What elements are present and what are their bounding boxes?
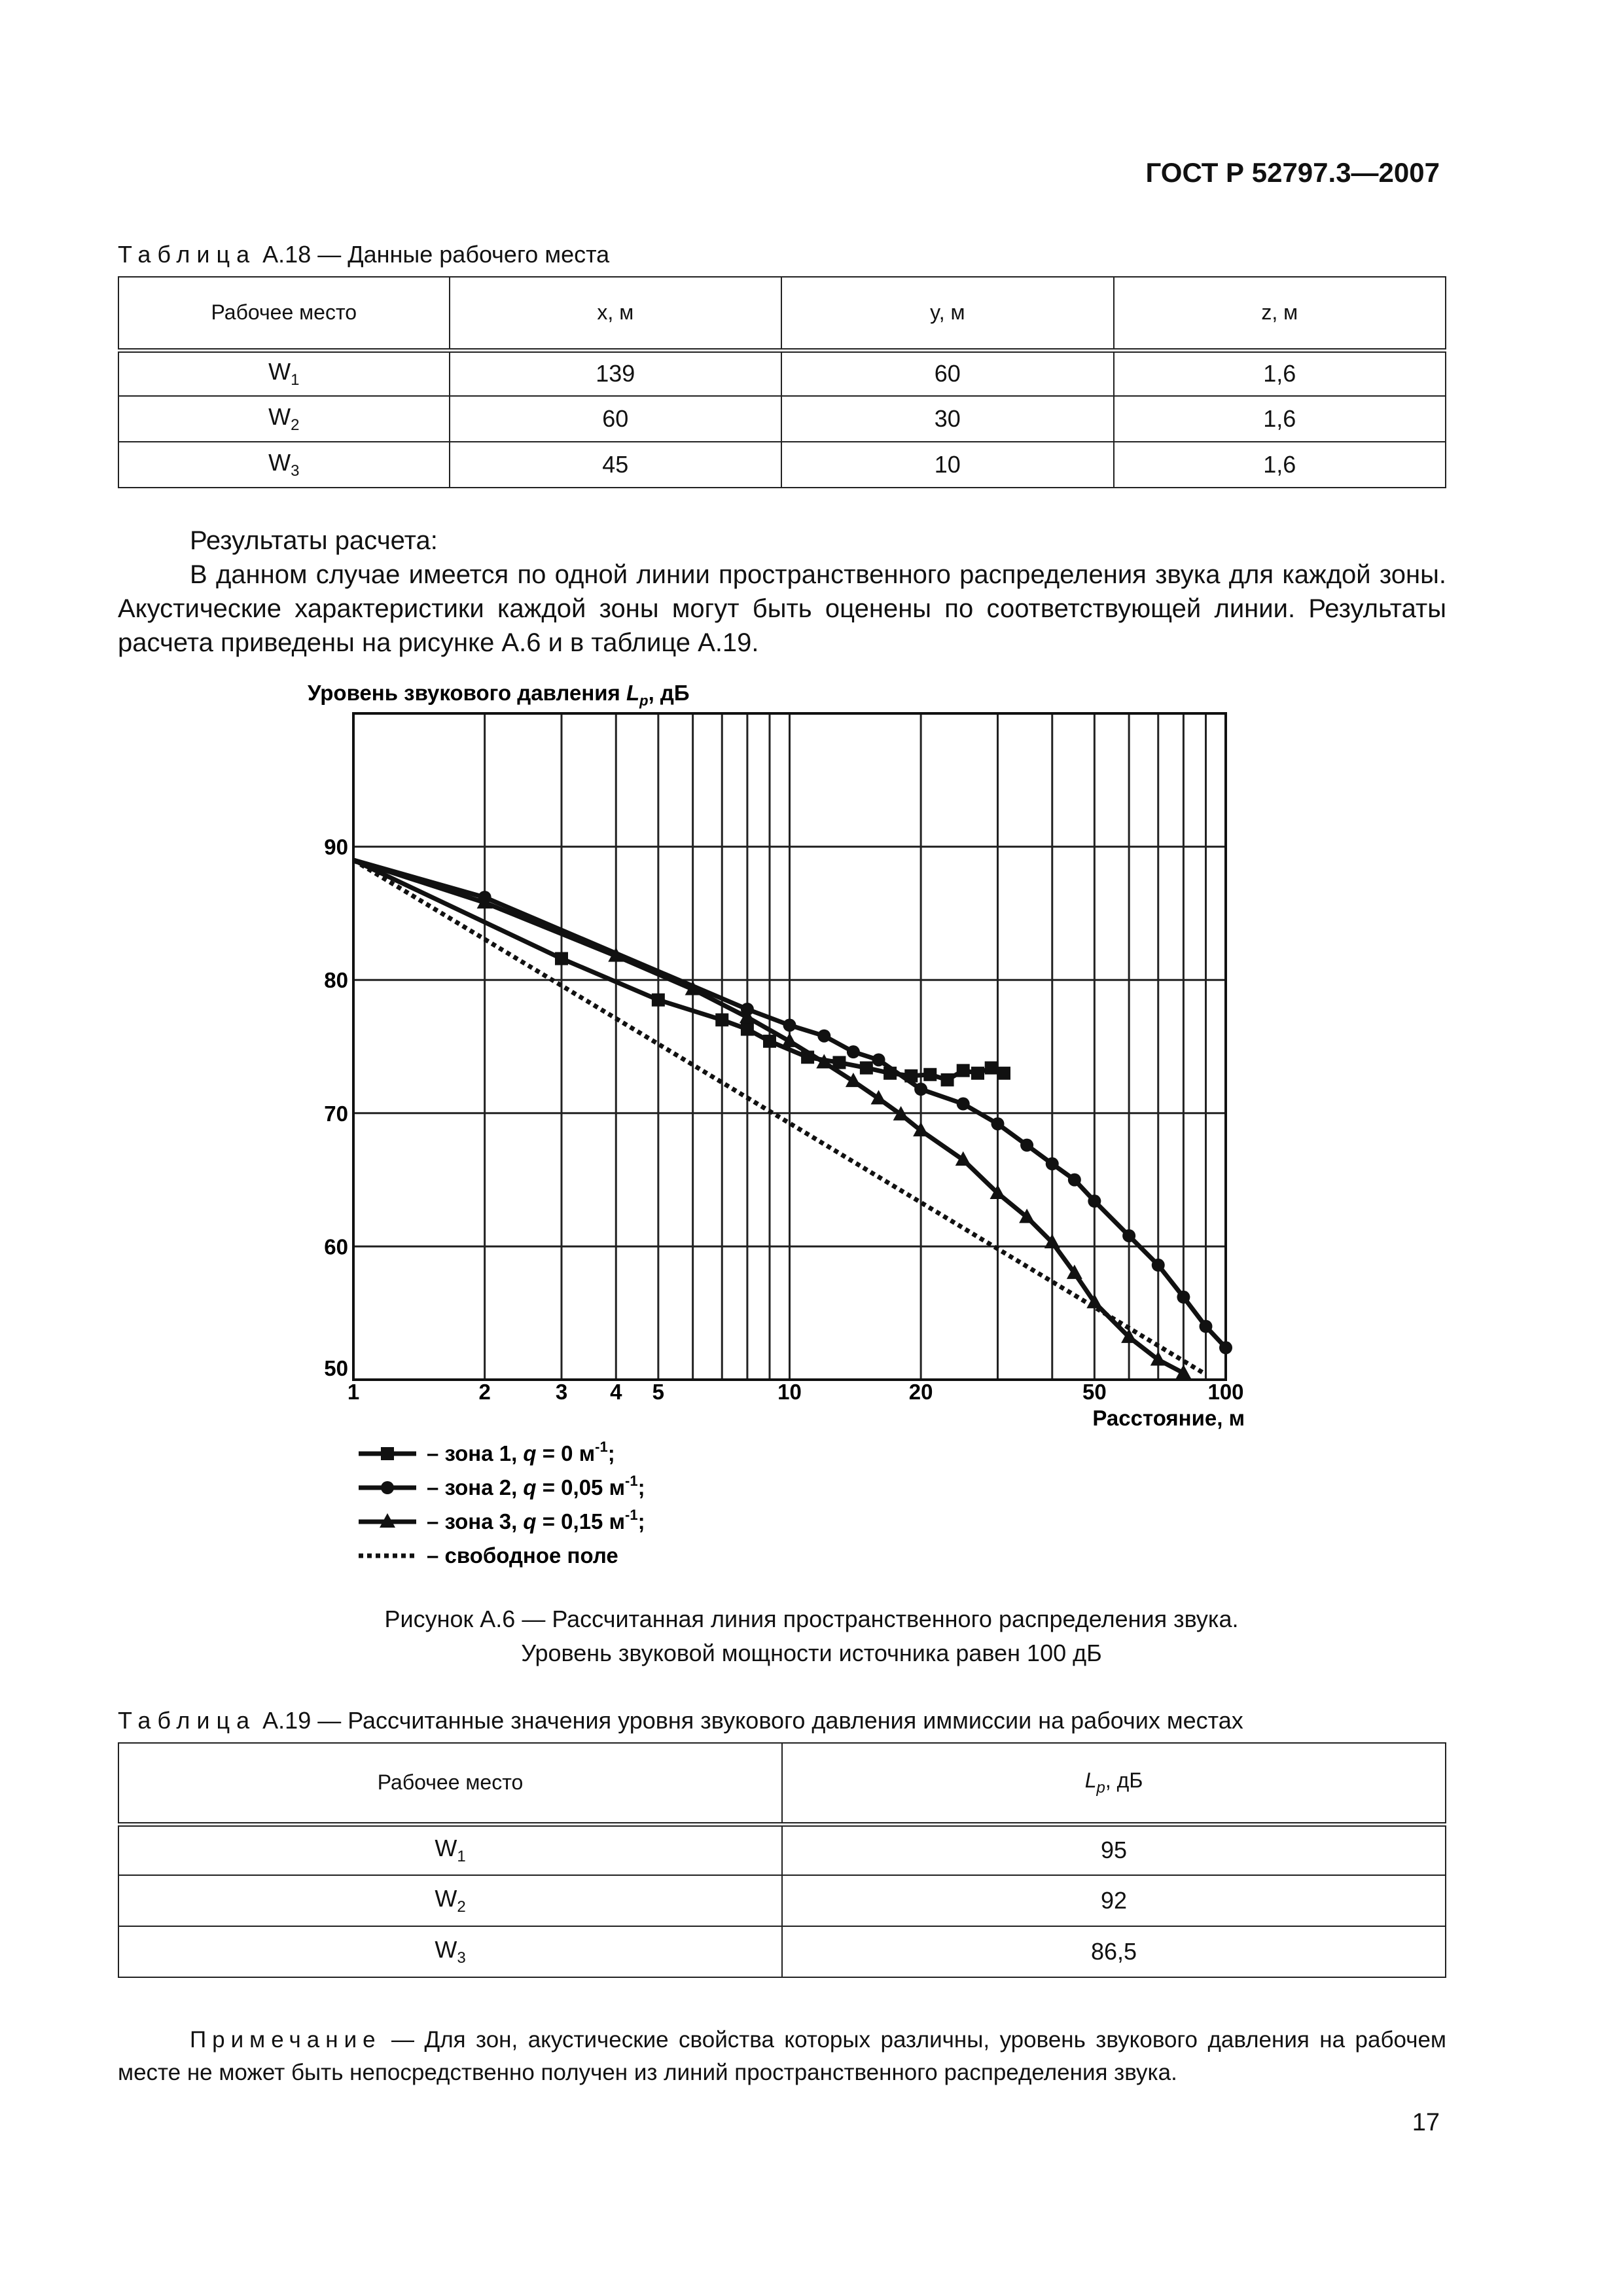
legend-label-zone1: – зона 1, q = 0 $м^{-1}$; [427, 1439, 615, 1465]
table-cell-place: $W_1$ [118, 350, 450, 396]
data-point [847, 1045, 860, 1058]
y-tick-label: 50 [324, 1356, 348, 1380]
legend-entry-free-field [359, 1543, 618, 1568]
table-a18-col-place: Рабочее место [118, 277, 450, 350]
data-point [1152, 1259, 1165, 1272]
data-point [783, 1018, 796, 1031]
data-point [1200, 1320, 1213, 1333]
page-number: 17 [1412, 2109, 1440, 2136]
x-tick-label: 2 [478, 1380, 491, 1404]
legend-swatch-marker [381, 1447, 394, 1460]
series-free-field [353, 860, 1206, 1374]
x-tick-label: 100 [1207, 1380, 1244, 1404]
results-heading: Результаты расчета: [190, 526, 438, 555]
table-row [118, 1875, 1446, 1926]
table-cell-z: 1,6 [1114, 442, 1446, 488]
table-a19-col-place: Рабочее место [118, 1743, 782, 1824]
data-point [971, 1067, 984, 1080]
figure-caption-line2: Уровень звуковой мощности источника равен 100 дБ [521, 1640, 1102, 1666]
data-point [1177, 1291, 1190, 1304]
legend-entry-zone1 [359, 1439, 615, 1465]
table-cell-x: 60 [450, 396, 781, 442]
data-point [652, 994, 665, 1007]
data-point [1122, 1229, 1135, 1242]
table-row [118, 1824, 1446, 1875]
data-point [1088, 1194, 1101, 1208]
table-cell-place: $W_2$ [118, 396, 450, 442]
table-cell-place: $W_3$ [118, 1926, 782, 1977]
figure-caption-line1: Рисунок А.6 — Рассчитанная линия пространственного распределения звука. [384, 1605, 1239, 1632]
x-tick-label: 3 [555, 1380, 568, 1404]
data-point [957, 1064, 970, 1077]
table-a19-caption-prefix: Таблица [118, 1707, 257, 1734]
table-a19-col-level: $L_p$, дБ [782, 1743, 1446, 1824]
x-tick-label: 50 [1082, 1380, 1107, 1404]
data-point [555, 952, 568, 965]
data-point [941, 1073, 954, 1086]
table-cell-y: 60 [781, 350, 1113, 396]
legend-label-free-field: – свободное поле [427, 1543, 618, 1568]
data-point [985, 1062, 998, 1075]
document-number: ГОСТ Р 52797.3—2007 [1145, 157, 1440, 188]
table-a19-header-row [118, 1743, 1446, 1824]
table-a19 [118, 1742, 1446, 1978]
x-tick-label: 4 [610, 1380, 622, 1404]
x-tick-label: 10 [777, 1380, 802, 1404]
table-a18-caption-prefix: Таблица [118, 241, 257, 268]
data-point [997, 1067, 1010, 1080]
y-tick-label: 70 [324, 1101, 348, 1126]
data-point [1046, 1157, 1059, 1170]
table-cell-y: 30 [781, 396, 1113, 442]
y-axis-label: Уровень звукового давления $L_p$, дБ [308, 681, 690, 709]
table-cell-x: 45 [450, 442, 781, 488]
data-point [1020, 1139, 1033, 1152]
data-point [923, 1068, 936, 1081]
data-point [991, 1117, 1005, 1130]
x-axis-label: Расстояние, м [1092, 1406, 1245, 1430]
x-tick-label: 20 [908, 1380, 933, 1404]
table-cell-level: 95 [782, 1824, 1446, 1875]
table-a18-col-y: y, м [781, 277, 1113, 350]
table-cell-place: $W_3$ [118, 442, 450, 488]
note-text: — Для зон, акустические свойства которых различны, уровень звукового давления на рабочем месте не может быть непосредственно получен из линий пространственного распределения звука. [118, 2027, 1446, 2085]
table-row [118, 1926, 1446, 1977]
y-tick-label: 90 [324, 834, 348, 859]
series-line-free-field [353, 860, 1206, 1374]
x-tick-label: 5 [652, 1380, 665, 1404]
data-point [817, 1030, 830, 1043]
x-tick-label: 1 [347, 1380, 360, 1404]
data-point [872, 1053, 885, 1066]
table-cell-z: 1,6 [1114, 350, 1446, 396]
note-label: Примечание [190, 2027, 382, 2053]
legend-label-zone3: – зона 3, q = 0,15 $м^{-1}$; [427, 1507, 645, 1534]
chart-legend [359, 1439, 645, 1568]
table-cell-y: 10 [781, 442, 1113, 488]
table-cell-place: $W_2$ [118, 1875, 782, 1926]
data-point [763, 1035, 776, 1048]
table-cell-level: 86,5 [782, 1926, 1446, 1977]
table-a19-caption [118, 1707, 1243, 1734]
table-cell-place: $W_1$ [118, 1824, 782, 1875]
data-point [860, 1062, 873, 1075]
data-point [957, 1098, 970, 1111]
legend-entry-zone2 [359, 1473, 645, 1499]
legend-label-zone2: – зона 2, q = 0,05 $м^{-1}$; [427, 1473, 645, 1499]
table-cell-x: 139 [450, 350, 781, 396]
table-a18-caption-text: А.18 — Данные рабочего места [256, 241, 610, 268]
data-point [914, 1083, 927, 1096]
table-a18-col-z: z, м [1114, 277, 1446, 350]
note-paragraph [118, 2024, 1446, 2089]
results-paragraph: В данном случае имеется по одной линии пространственного распределения звука для каждой зоны. Акустические характеристики каждой зоны могут быть оценены по соответствующей линии. Результаты расчета приведены на рисунке А.6 и в таблице А.19. [118, 560, 1446, 657]
data-point [1219, 1341, 1232, 1354]
data-point [741, 1023, 754, 1036]
legend-entry-zone3 [359, 1507, 645, 1534]
table-cell-z: 1,6 [1114, 396, 1446, 442]
y-tick-label: 80 [324, 968, 348, 993]
y-tick-label: 60 [324, 1234, 348, 1259]
data-point [1068, 1174, 1081, 1187]
table-a18-col-x: x, м [450, 277, 781, 350]
data-point [715, 1013, 728, 1026]
table-a19-caption-text: А.19 — Рассчитанные значения уровня звукового давления иммиссии на рабочих местах [256, 1707, 1243, 1734]
legend-swatch-marker [381, 1481, 394, 1494]
table-cell-level: 92 [782, 1875, 1446, 1926]
